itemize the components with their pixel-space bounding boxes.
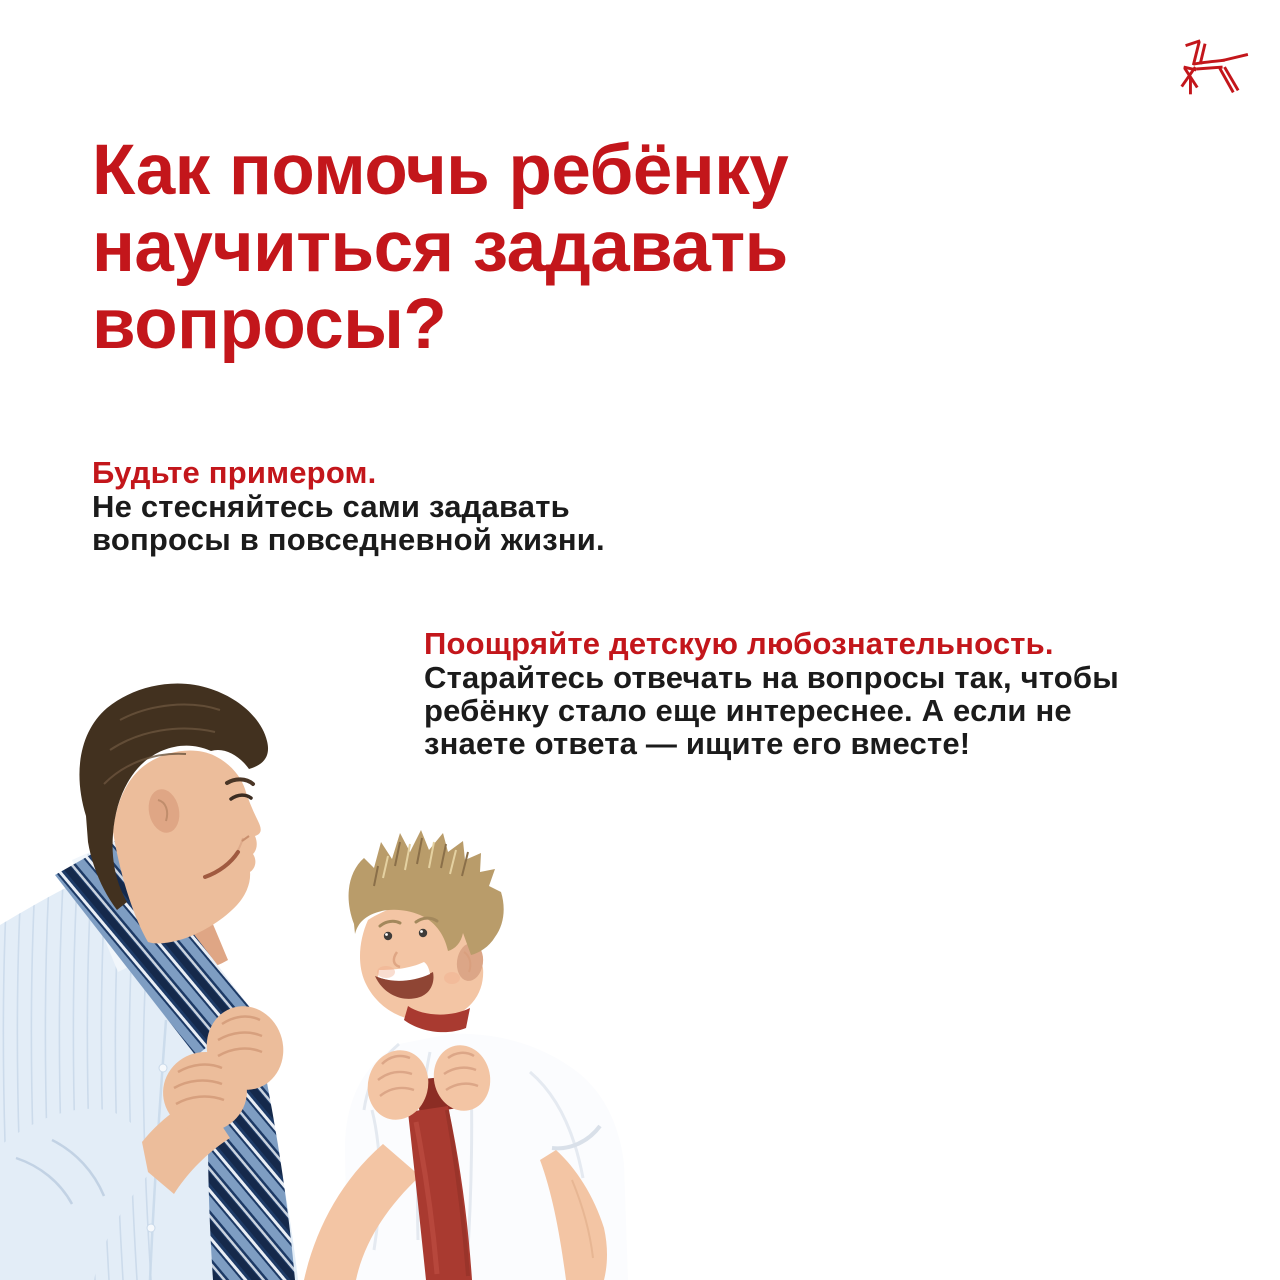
tip-body-line: вопросы в повседневной жизни.	[92, 522, 605, 557]
tip-heading: Будьте примером.	[92, 455, 377, 490]
title-line: вопросы?	[92, 285, 447, 364]
tip-heading: Поощряйте детскую любознательность.	[424, 626, 1054, 661]
tip-body-line: знаете ответа — ищите его вместе!	[424, 726, 971, 761]
shirt-button	[159, 1064, 167, 1072]
shirt-button	[147, 1224, 155, 1232]
tip-body-line: ребёнку стало еще интереснее. А если не	[424, 693, 1072, 728]
title-line: научиться задавать	[92, 208, 788, 287]
tip-be-an-example	[92, 456, 605, 556]
photo-father-son-tying-ties	[0, 680, 740, 1280]
boy-eye	[419, 929, 427, 937]
boy-cheek-blush	[377, 966, 395, 978]
boy-cheek-blush	[444, 972, 460, 984]
horse-line-drawing-icon	[1164, 32, 1250, 106]
title-line: Как помочь ребёнку	[92, 131, 789, 210]
boy-figure	[304, 830, 628, 1280]
father-figure	[0, 683, 298, 1280]
eye-glint	[385, 933, 388, 936]
eye-glint	[420, 930, 423, 933]
boy-eye	[384, 932, 392, 940]
page-title	[92, 132, 1092, 363]
tip-body-line: Старайтесь отвечать на вопросы так, чтобы	[424, 660, 1119, 695]
tip-body-line: Не стесняйтесь сами задавать	[92, 489, 570, 524]
